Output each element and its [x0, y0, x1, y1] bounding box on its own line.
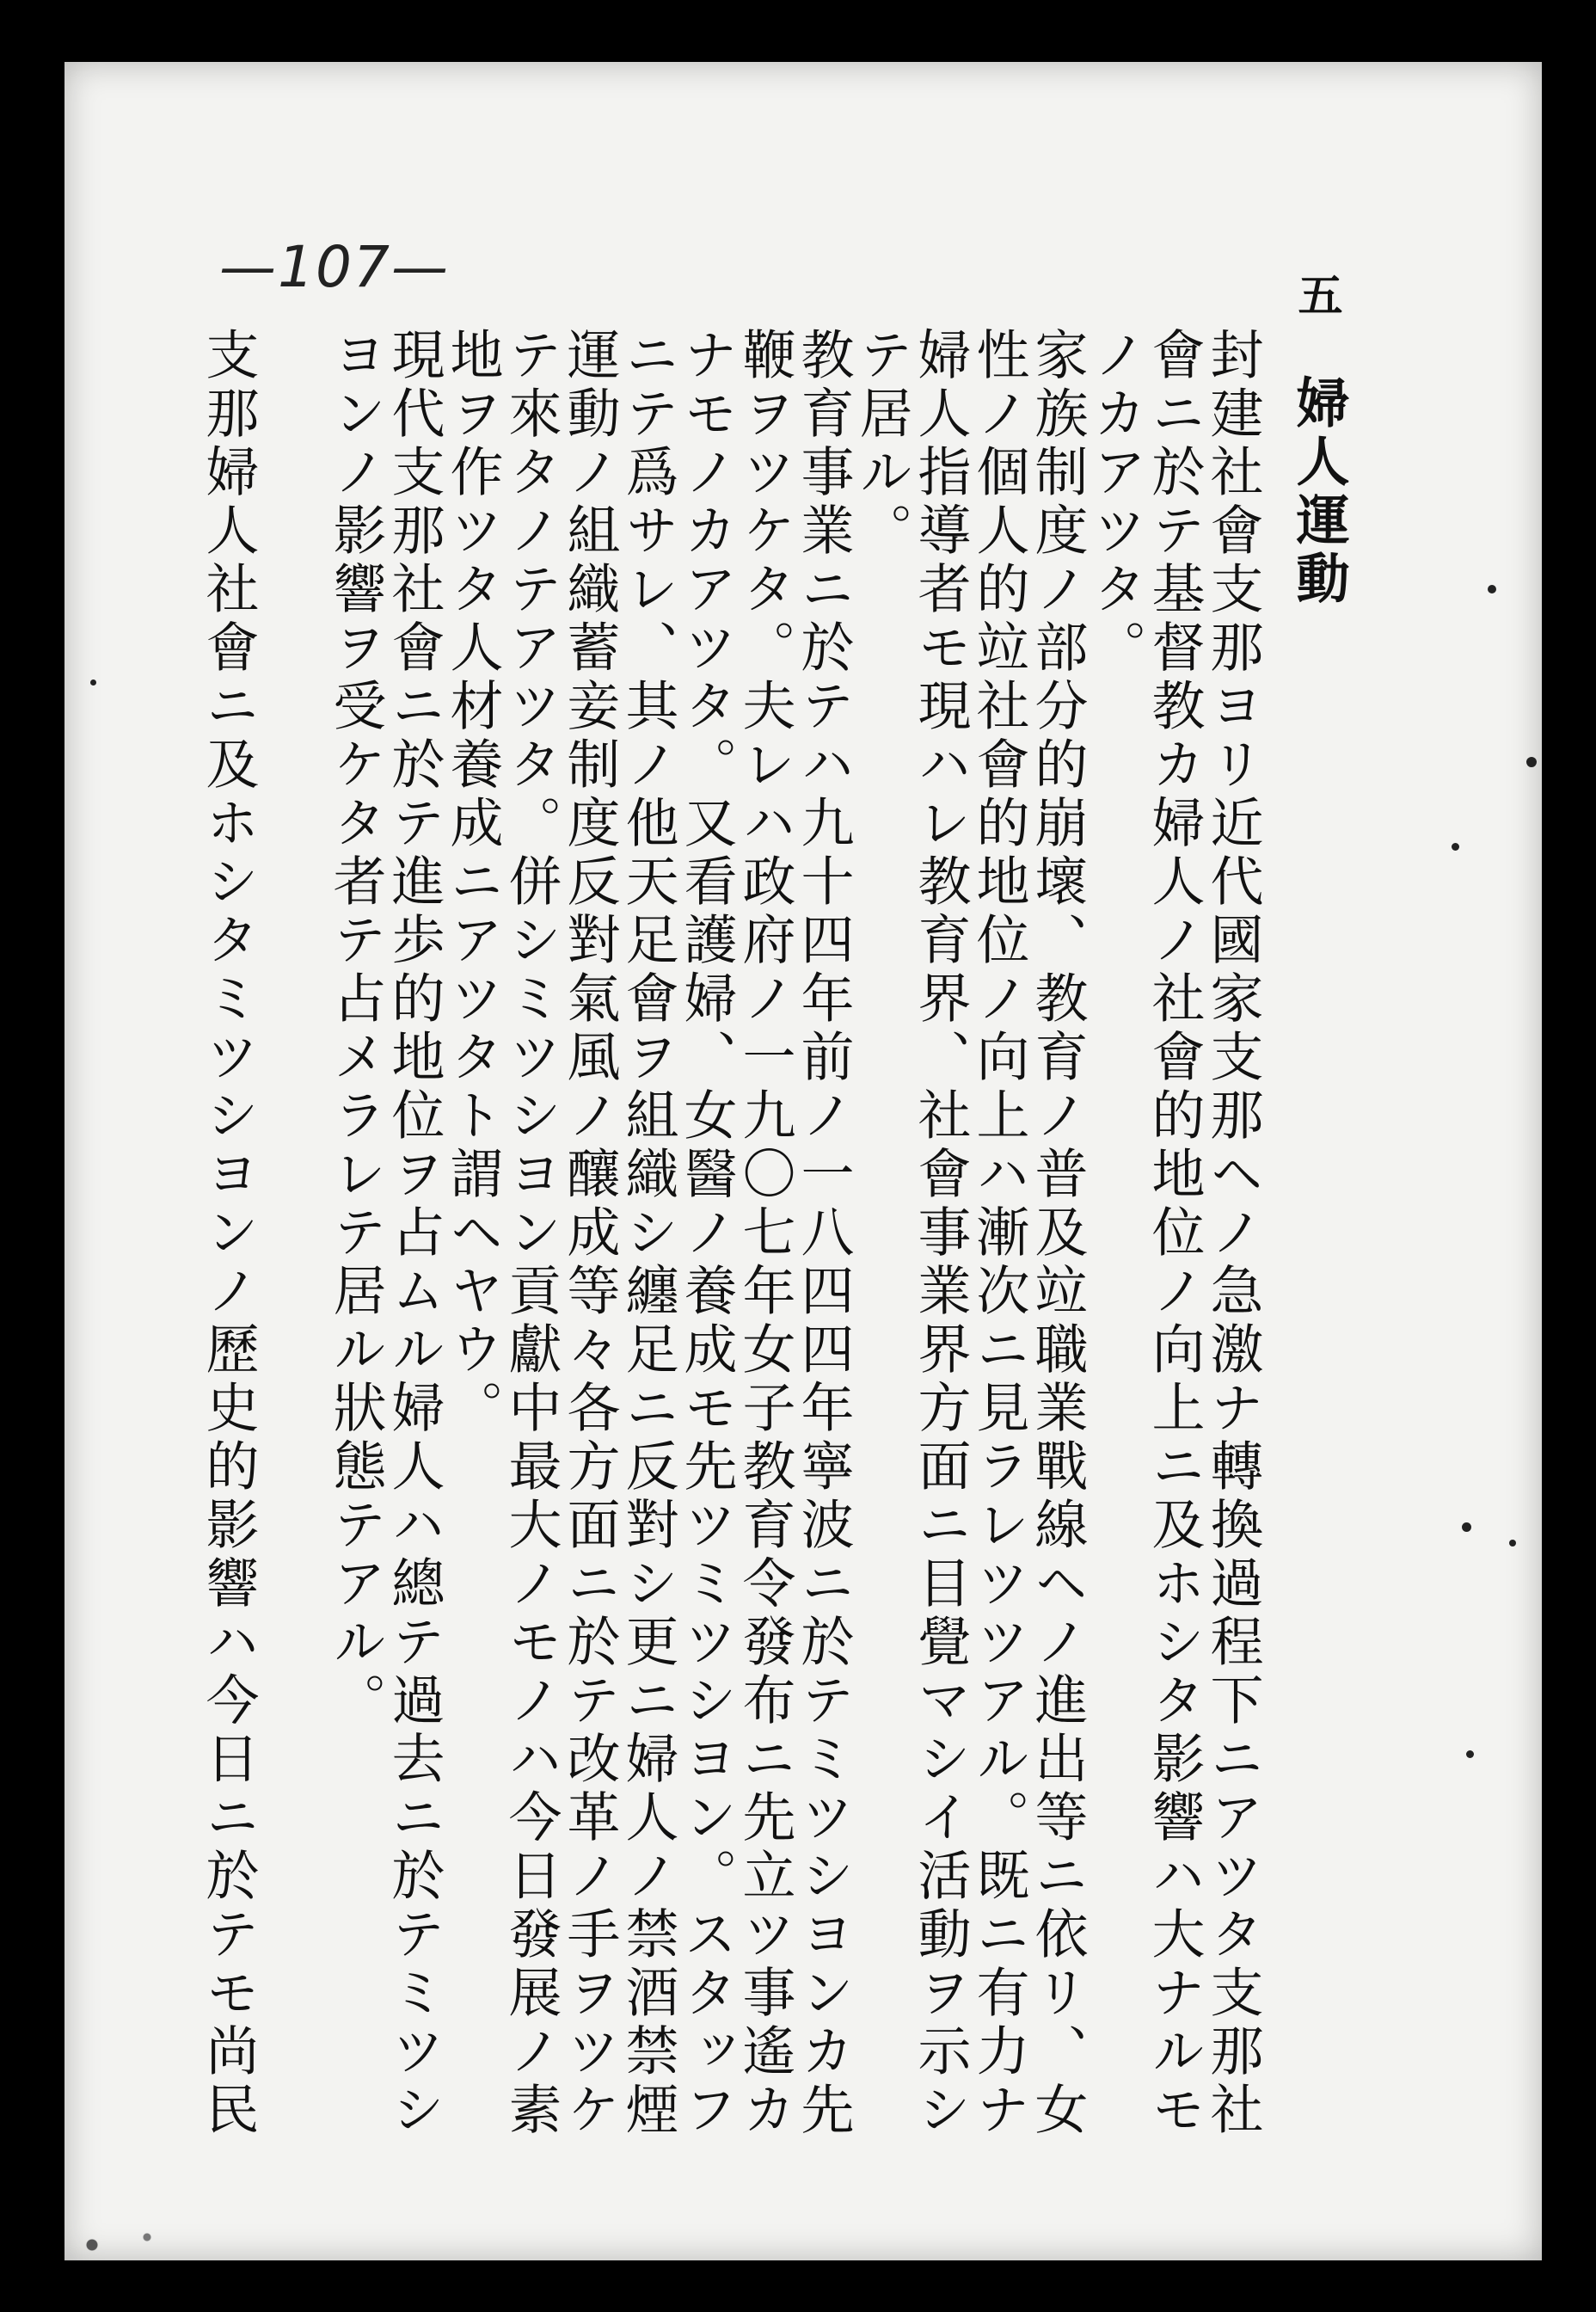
- text-column-12: 運動ノ組織蓄妾制度反對氣風ノ釀成等々各方面ニ於テ改革ノ手ヲツケ: [558, 327, 621, 2140]
- scan-edge-noise: [64, 2183, 202, 2260]
- scan-speck: [1488, 585, 1496, 593]
- text-column-2: 會ニ於テ基督教カ婦人ノ社會的地位ノ向上ニ及ホシタ影響ハ大ナルモ: [1143, 327, 1206, 2140]
- text-column-7: テ居ル。: [850, 327, 913, 561]
- text-column-11: ニテ爲サレ、其ノ他天足會ヲ組織シ纏足ニ反對シ更ニ婦人ノ禁酒禁煙: [617, 327, 679, 2140]
- text-column-14: 地ヲ作ツタ人材養成ニアツタト謂ヘヤウ。: [441, 327, 504, 1438]
- text-column-5: 性ノ個人的竝社會的地位ノ向上ハ漸次ニ見ラレツツアル。既ニ有力ナ: [967, 327, 1030, 2140]
- scan-speck: [1462, 1522, 1471, 1532]
- text-column-4: 家族制度ノ部分的崩壞、教育ノ普及竝職業戰線ヘノ進出等ニ依リ、女: [1026, 327, 1089, 2140]
- text-column-15: 現代支那社會ニ於テ進歩的地位ヲ占ムル婦人ハ總テ過去ニ於テミツシ: [383, 327, 445, 2140]
- scan-speck: [1509, 1540, 1516, 1546]
- scan-speck: [1466, 1750, 1474, 1758]
- text-column-1: 封建社會支那ヨリ近代國家支那ヘノ急激ナ轉換過程下ニアツタ支那社: [1201, 327, 1264, 2140]
- scan-speck: [90, 679, 96, 686]
- text-column-8: 教育事業ニ於テハ九十四年前ノ一八四四年寧波ニ於テミツシヨンカ先: [792, 327, 855, 2140]
- scan-speck: [1526, 757, 1537, 767]
- text-column-3: ノカアツタ。: [1084, 327, 1147, 678]
- text-column-6: 婦人指導者モ現ハレ教育界、社會事業界方面ニ目覺マシイ活動ヲ示シ: [909, 327, 972, 2140]
- section-heading: 婦人運動: [1287, 375, 1350, 609]
- text-column-10: ナモノカアツタ。又看護婦、女醫ノ養成モ先ツミツシヨン。スタッフ: [675, 327, 738, 2140]
- text-column-16: ヨンノ影響ヲ受ケタ者テ占メラレテ居ル狀態テアル。: [324, 327, 387, 1731]
- text-column-17: 支那婦人社會ニ及ホシタミツシヨンノ歷史的影響ハ今日ニ於テモ尚民: [197, 327, 260, 2140]
- text-column-9: 鞭ヲツケタ。夫レハ政府ノ一九〇七年女子教育令發布ニ先立ツ事遙カ: [734, 327, 796, 2140]
- text-column-13: テ來タノテアツタ。併シミツシヨン貢獻中最大ノモノハ今日發展ノ素: [500, 327, 562, 2140]
- section-number: 五: [1290, 272, 1341, 317]
- scan-speck: [1452, 843, 1459, 851]
- page-number: —107—: [219, 234, 450, 300]
